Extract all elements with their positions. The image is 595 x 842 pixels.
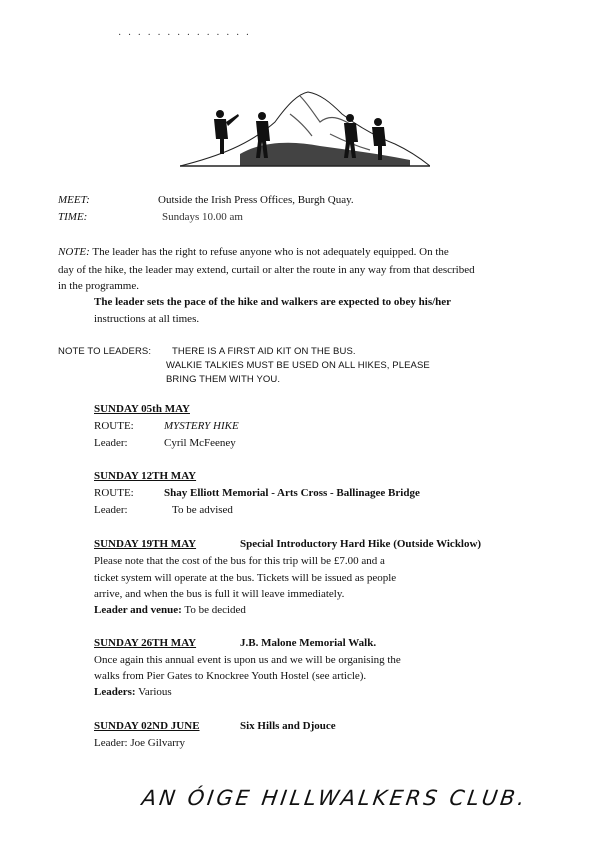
hike-1-leader: Cyril McFeeney: [164, 437, 236, 449]
scan-artifact-top: · · · · · · · · · · · · · ·: [118, 30, 252, 41]
meet-label: MEET:: [58, 194, 90, 206]
hike-1-route-label: ROUTE:: [94, 420, 134, 432]
note-bold-line-1: The leader sets the pace of the hike and walkers are expected to obey his/her: [94, 296, 452, 308]
hike-1-date: SUNDAY 05th MAY: [94, 403, 190, 415]
leaders-note-line-3: BRING THEM WITH YOU.: [166, 374, 281, 385]
hike-3-title: Special Introductory Hard Hike (Outside Wicklow): [240, 538, 482, 550]
hike-5-date: SUNDAY 02ND JUNE: [94, 720, 200, 732]
hike-4-leader-row: [94, 686, 172, 698]
hike-4-date: SUNDAY 26TH MAY: [94, 637, 197, 649]
hikers-mountain-illustration: [180, 84, 430, 170]
hike-4-line-1: Once again this annual event is upon us and we will be organising the: [94, 654, 401, 666]
club-signature: AN ÓIGE HILLWALKERS CLUB.: [140, 786, 530, 810]
hike-4-leader-label: Leaders:: [94, 686, 136, 698]
hike-2-route-label: ROUTE:: [94, 487, 134, 499]
hike-2-leader: To be advised: [172, 504, 233, 516]
note-line-2: day of the hike, the leader may extend, curtail or alter the route in any way from that described: [58, 264, 475, 276]
note-line-3: in the programme.: [58, 280, 139, 292]
hike-3-leader: To be decided: [184, 604, 246, 616]
hike-4-title: J.B. Malone Memorial Walk.: [240, 637, 377, 649]
leaders-note-line-1: THERE IS A FIRST AID KIT ON THE BUS.: [172, 346, 356, 357]
hike-2-date: SUNDAY 12TH MAY: [94, 470, 197, 482]
hike-5-title: Six Hills and Djouce: [240, 720, 336, 732]
hike-1-route: MYSTERY HIKE: [164, 420, 239, 432]
hike-5-leader-row: [94, 737, 185, 749]
hike-3-date: SUNDAY 19TH MAY: [94, 538, 197, 550]
note-bold-line-2: instructions at all times.: [94, 313, 200, 325]
note-line-1: [58, 246, 449, 258]
time-label: TIME:: [58, 211, 88, 223]
note-label: NOTE:: [58, 246, 90, 258]
hike-3-line-2: ticket system will operate at the bus. Tickets will be issued as people: [94, 572, 397, 584]
note-text-1: The leader has the right to refuse anyone who is not adequately equipped. On the: [92, 246, 449, 258]
time-value: Sundays 10.00 am: [162, 211, 243, 223]
meet-value: Outside the Irish Press Offices, Burgh Quay.: [158, 194, 354, 206]
hike-4-leader: Various: [138, 686, 172, 698]
hike-2-leader-label: Leader:: [94, 504, 128, 516]
hike-1-leader-label: Leader:: [94, 437, 128, 449]
hike-3-leader-label: Leader and venue:: [94, 604, 182, 616]
hike-2-route: Shay Elliott Memorial - Arts Cross - Ballinagee Bridge: [164, 487, 420, 499]
hike-3-line-3: arrive, and when the bus is full it will leave immediately.: [94, 588, 345, 600]
hike-5-leader: Joe Gilvarry: [130, 737, 186, 749]
hike-3-line-1: Please note that the cost of the bus for this trip will be £7.00 and a: [94, 555, 385, 567]
leaders-note-label: NOTE TO LEADERS:: [58, 346, 152, 357]
hike-5-leader-label: Leader:: [94, 737, 128, 749]
hike-3-leader-row: [94, 604, 246, 616]
leaders-note-line-2: WALKIE TALKIES MUST BE USED ON ALL HIKES, PLEASE: [166, 360, 430, 371]
hike-4-line-2: walks from Pier Gates to Knockree Youth Hostel (see article).: [94, 670, 367, 682]
